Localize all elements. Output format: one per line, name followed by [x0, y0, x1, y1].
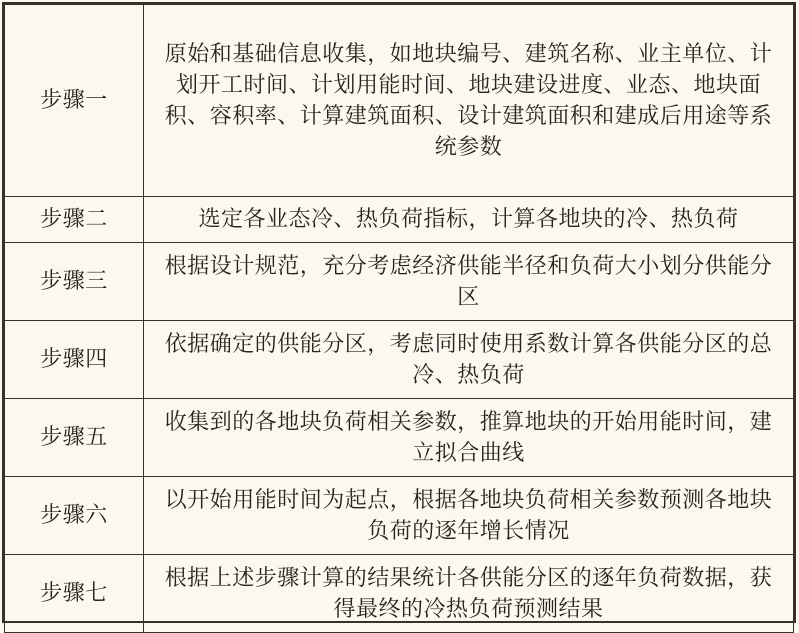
steps-table-grid	[4, 4, 794, 633]
step-label: 步骤七	[5, 555, 144, 633]
table-row	[5, 399, 794, 477]
step-label: 步骤一	[5, 5, 144, 197]
step-label: 步骤二	[5, 197, 144, 243]
table-row	[5, 243, 794, 321]
table-row	[5, 477, 794, 555]
step-label: 步骤五	[5, 399, 144, 477]
step-label: 步骤六	[5, 477, 144, 555]
steps-table	[2, 2, 796, 623]
step-label: 步骤四	[5, 321, 144, 399]
table-row	[5, 5, 794, 197]
table-row	[5, 555, 794, 633]
step-content: 原始和基础信息收集，如地块编号、建筑名称、业主单位、计划开工时间、计划用能时间、地块建设进度、业态、地块面积、容积率、计算建筑面积、设计建筑面积和建成后用途等系统参数	[144, 5, 794, 197]
table-row	[5, 321, 794, 399]
table-row	[5, 197, 794, 243]
step-content: 选定各业态冷、热负荷指标，计算各地块的冷、热负荷	[144, 197, 794, 243]
step-content: 依据确定的供能分区，考虑同时使用系数计算各供能分区的总冷、热负荷	[144, 321, 794, 399]
step-content: 根据设计规范，充分考虑经济供能半径和负荷大小划分供能分区	[144, 243, 794, 321]
step-content: 以开始用能时间为起点，根据各地块负荷相关参数预测各地块负荷的逐年增长情况	[144, 477, 794, 555]
step-content: 根据上述步骤计算的结果统计各供能分区的逐年负荷数据，获得最终的冷热负荷预测结果	[144, 555, 794, 633]
step-content: 收集到的各地块负荷相关参数，推算地块的开始用能时间，建立拟合曲线	[144, 399, 794, 477]
step-label: 步骤三	[5, 243, 144, 321]
